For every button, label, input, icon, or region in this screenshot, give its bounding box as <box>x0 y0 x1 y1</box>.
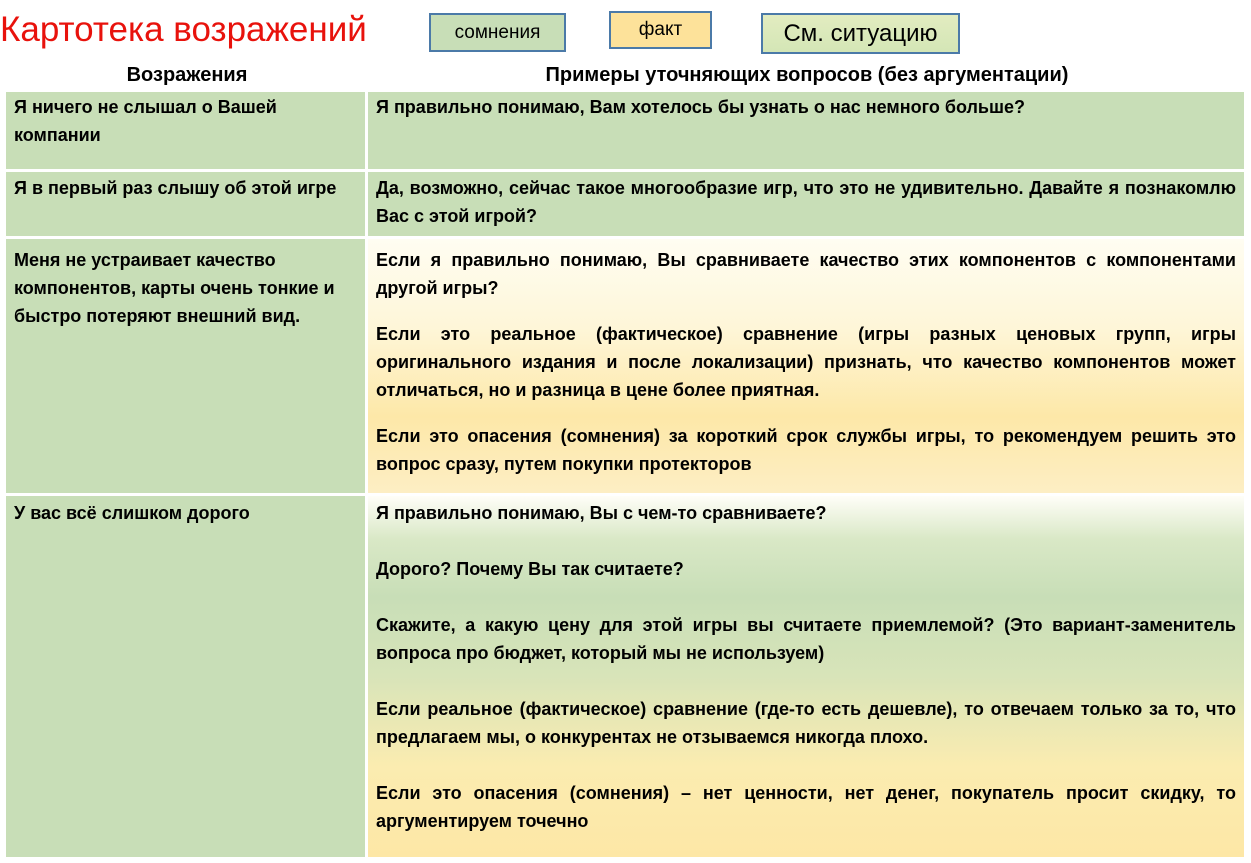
question-text: Дорого? Почему Вы так считаете? <box>376 559 684 579</box>
question-text: Если это опасения (сомнения) за короткий срок службы игры, то рекомендуем решить это вопрос сразу, путем покупки протекторов <box>376 426 1236 474</box>
question-text: Если это реальное (фактическое) сравнение (игры разных ценовых групп, игры оригинального издания и после локализации) признать, что качество компонентов может отличаться, но и разница в цене более приятная. <box>376 324 1236 400</box>
objections-column-header: Возражения <box>126 64 248 86</box>
objection-cell: У вас всё слишком дорого <box>6 496 368 857</box>
objections-table <box>6 92 1244 857</box>
question-text: Я правильно понимаю, Вы с чем-то сравниваете? <box>376 503 827 523</box>
doubt-tag-button[interactable]: сомнения <box>429 13 566 52</box>
fact-tag-button[interactable]: факт <box>609 11 712 49</box>
question-text: Если я правильно понимаю, Вы сравниваете качество этих компонентов с компонентами другой игры? <box>376 250 1236 298</box>
objection-cell: Я в первый раз слышу об этой игре <box>6 172 368 236</box>
page-title: Картотека возражений <box>0 10 367 49</box>
table-row <box>6 496 1244 857</box>
question-text: Я правильно понимаю, Вам хотелось бы узнать о нас немного больше? <box>376 97 1026 117</box>
question-text: Скажите, а какую цену для этой игры вы считаете приемлемой? (Это вариант-заменитель вопроса про бюджет, который мы не используем) <box>376 615 1236 663</box>
questions-cell <box>368 172 1244 236</box>
questions-cell <box>368 496 1244 857</box>
question-text: Если реальное (фактическое) сравнение (где-то есть дешевле), то отвечаем только за то, что предлагаем мы, о конкурентах не отзываемся никогда плохо. <box>376 699 1236 747</box>
table-row <box>6 92 1244 172</box>
question-text: Да, возможно, сейчас такое многообразие игр, что это не удивительно. Давайте я познакомлю Вас с этой игрой? <box>376 178 1236 226</box>
objection-cell: Меня не устраивает качество компонентов, карты очень тонкие и быстро потеряют внешний вид. <box>6 239 368 493</box>
questions-cell <box>368 239 1244 493</box>
objection-cell: Я ничего не слышал о Вашей компании <box>6 92 368 169</box>
see-situation-button[interactable]: См. ситуацию <box>761 13 960 54</box>
question-text: Если это опасения (сомнения) – нет ценности, нет денег, покупатель просит скидку, то аргументируем точечно <box>376 783 1236 831</box>
table-row <box>6 172 1244 239</box>
questions-cell <box>368 92 1244 169</box>
table-row <box>6 239 1244 496</box>
questions-column-header: Примеры уточняющих вопросов (без аргументации) <box>545 64 1069 86</box>
